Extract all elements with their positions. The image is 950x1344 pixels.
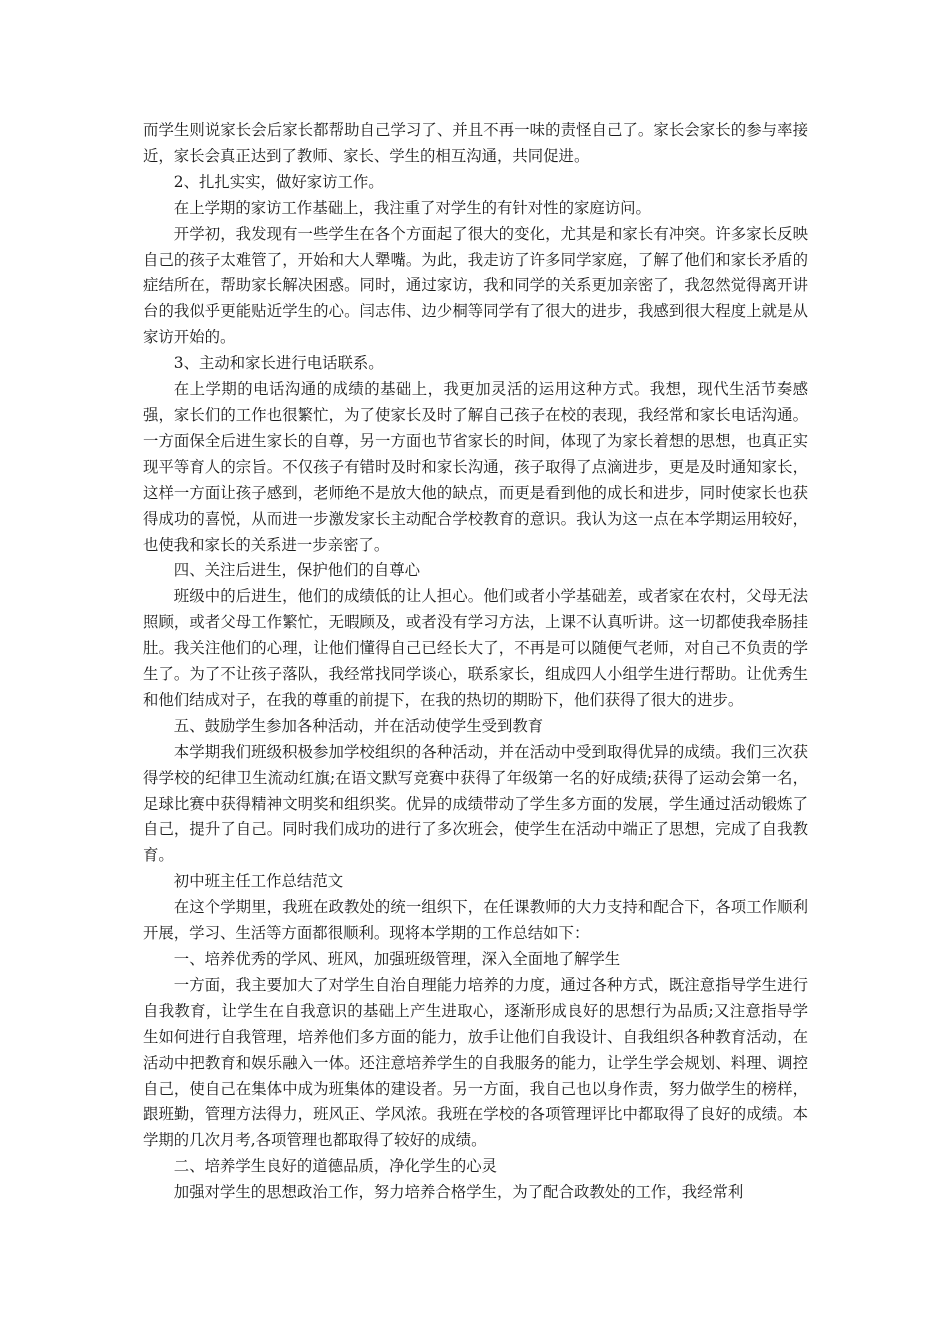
document-title: 初中班主任工作总结范文 bbox=[173, 872, 344, 891]
section-heading: 3、主动和家长进行电话联系。 bbox=[173, 354, 384, 373]
section-heading: 二、培养学生良好的道德品质，净化学生的心灵 bbox=[173, 1157, 498, 1176]
section-heading: 五、鼓励学生参加各种活动，并在活动使学生受到教育 bbox=[173, 716, 544, 735]
section-heading: 四、关注后进生，保护他们的自尊心 bbox=[173, 561, 421, 580]
paragraph: 本学期我们班级积极参加学校组织的各种活动，并在活动中受到取得优异的成绩。我们三次获得学校的纪律卫生流动红旗;在语文默写竞赛中获得了年级第一名的好成绩;获得了运动会第一名，足球比赛中获得精神文明奖和组织奖。优异的成绩带动了学生多方面的发展，学生通过活动锻炼了自己，提升了自己。同时我们成功的进行了多次班会，使学生在活动中端正了思想，完成了自我教育。 bbox=[143, 742, 808, 865]
paragraph: 加强对学生的思想政治工作，努力培养合格学生，为了配合政教处的工作，我经常利 bbox=[173, 1183, 744, 1202]
paragraph: 而学生则说家长会后家长都帮助自己学习了、并且不再一味的责怪自己了。家长会家长的参与率接近，家长会真正达到了教师、家长、学生的相互沟通，共同促进。 bbox=[143, 121, 808, 165]
section-heading: 一、培养优秀的学风、班风，加强班级管理，深入全面地了解学生 bbox=[173, 950, 621, 968]
paragraph: 开学初，我发现有一些学生在各个方面起了很大的变化，尤其是和家长有冲突。许多家长反映自己的孩子太难管了，开始和大人犟嘴。为此，我走访了许多同学家庭，了解了他们和家长矛盾的症结所在，帮助家长解决困惑。同时，通过家访，我和同学的关系更加亲密了，我忽然觉得离开讲台的我似乎更能贴近学生的心。闫志伟、边少桐等同学有了很大的进步，我感到很大程度上就是从家访开始的。 bbox=[143, 224, 808, 347]
paragraph: 一方面，我主要加大了对学生自治自理能力培养的力度，通过各种方式，既注意指导学生进行自我教育，让学生在自我意识的基础上产生进取心，逐渐形成良好的思想行为品质;又注意指导学生如何进行自我管理，培养他们多方面的能力，放手让他们自我设计、自我组织各种教育活动，在活动中把教育和娱乐融入一体。还注意培养学生的自我服务的能力，让学生学会规划、料理、调控自己，使自己在集体中成为班集体的建设者。另一方面，我自己也以身作责，努力做学生的榜样，跟班勤，管理方法得力，班风正、学风浓。我班在学校的各项管理评比中都取得了良好的成绩。本学期的几次月考,各项管理也都取得了较好的成绩。 bbox=[143, 975, 808, 1150]
paragraph: 班级中的后进生，他们的成绩低的让人担心。他们或者小学基础差，或者家在农村，父母无法照顾，或者父母工作繁忙，无暇顾及，或者没有学习方法，上课不认真听讲。这一切都使我牵肠挂肚。我关注他们的心理，让他们懂得自己已经长大了，不再是可以随便气老师，对自己不负责的学生了。为了不让孩子落队，我经常找同学谈心，联系家长，组成四人小组学生进行帮助。让优秀生和他们结成对子，在我的尊重的前提下，在我的热切的期盼下，他们获得了很大的进步。 bbox=[143, 587, 808, 709]
paragraph: 在上学期的电话沟通的成绩的基础上，我更加灵活的运用这种方式。我想，现代生活节奏感强，家长们的工作也很繁忙，为了使家长及时了解自己孩子在校的表现，我经常和家长电话沟通。一方面保全后进生家长的自尊，另一方面也节省家长的时间，体现了为家长着想的思想，也真正实现平等育人的宗旨。不仅孩子有错时及时和家长沟通，孩子取得了点滴进步，更是及时通知家长，这样一方面让孩子感到，老师绝不是放大他的缺点，而更是看到他的成长和进步，同时使家长也获得成功的喜悦，从而进一步激发家长主动配合学校教育的意识。我认为这一点在本学期运用较好，也使我和家长的关系进一步亲密了。 bbox=[143, 380, 808, 554]
paragraph: 在这个学期里，我班在政教处的统一组织下，在任课教师的大力支持和配合下，各项工作顺利开展，学习、生活等方面都很顺利。现将本学期的工作总结如下： bbox=[143, 898, 808, 943]
document-body bbox=[143, 118, 808, 1206]
section-heading: 2、扎扎实实，做好家访工作。 bbox=[173, 172, 384, 191]
paragraph: 在上学期的家访工作基础上，我注重了对学生的有针对性的家庭访问。 bbox=[173, 198, 651, 217]
